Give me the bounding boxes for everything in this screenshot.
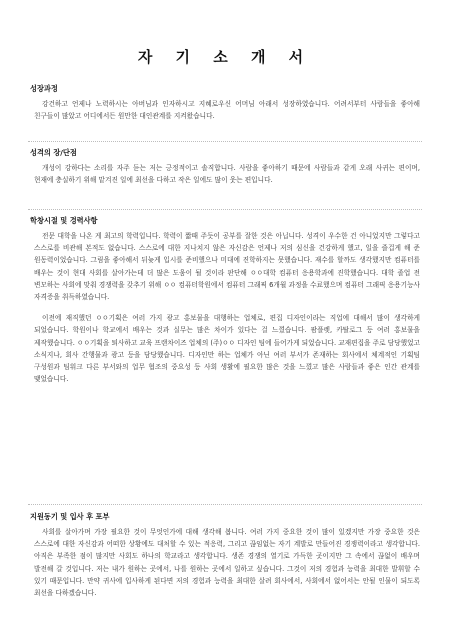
section-heading: 성격의 장/단점 [30,148,77,157]
section-heading: 학창시절 및 경력사항 [30,216,98,225]
section-education-career [28,216,422,385]
section-heading: 성장과정 [30,84,58,93]
section-paragraph: 전문 대학을 나온 게 최고의 학력입니다. 학력이 짧때 주듯이 공부를 잘한 것은 아닙니다. 성격이 우수한 건 아니었지만 그렇다고 스스로를 비관해 본적도 없습니다. 스스로에 대한 지나치지 않은 자신감은 언제나 저의 심신을 건강하게 했고, 일을 즐겁게 해 준 원동력이었습니다. 그림을 좋아해서 뒤늦게 입시를 준비했으나 미대에 진학하지는 못했습니다. 재수를 할까도 생각했지만 컴퓨터를 배우는 것이 현대 사회를 살아가는데 더 많은 도움이 될 것이라 판단해 ㅇㅇ대학 컴퓨터 응용학과에 진학했습니다. 대학 졸업 전 변모하는 사회에 맞춰 경쟁력을 갖추기 위해 ㅇㅇ 컴퓨터학원에서 컴퓨터 그래픽 6개월 과정을 수료했으며 컴퓨터 그래픽 응용기능사 자격증을 취득하였습니다. [34,232,420,302]
section-heading: 지원동기 및 입사 후 포부 [30,512,110,521]
section-divider [28,504,422,505]
section-growth [28,84,422,122]
section-paragraph: 강건하고 언제나 노력하시는 아버님과 인자하시고 지혜로우신 어머님 아래서 성장하였습니다. 어려서부터 사람들을 좋아해 친구들이 많았고 어디에서든 원만한 대인관계를 지켜왔습니다. [34,100,420,121]
section-paragraph: 사회를 살아가며 가장 필요한 것이 무엇인가에 대해 생각해 봅니다. 여러 가지 중요한 것이 많이 있겠지만 가장 중요한 것은 스스로에 대한 자신감과 어떠한 상황에도 대처할 수 있는 적응력, 그리고 끊임없는 자기 계발로 만들어진 경쟁력이라고 생각합니다. 아직은 부족한 점이 많지만 사회도 하나의 학교라고 생각합니다. 생존 경쟁의 열기로 가득한 곳이지만 그 속에서 끊없이 배우며 발전해 갈 것입니다. 저는 내가 원하는 곳에서, 나를 원하는 곳에서 일하고 싶습니다. 그것이 저의 경험과 능력을 최대한 발휘할 수 있기 때문입니다. 만약 귀사에 입사하게 된다면 저의 경험과 능력을 최대한 살려 회사에서, 사회에서 없어서는 안될 인물이 되도록 최선을 다하겠습니다. [34,528,420,598]
section-paragraph: 개성이 강하다는 소리를 자주 듣는 저는 긍정적이고 솔직합니다. 사람을 좋아하기 때문에 사람들과 같게 오래 사귀는 편이며, 현재에 충실하기 위해 맡겨진 일에 최선을 다하고 작은 일에도 많이 웃는 편입니다. [34,164,420,185]
section-divider [28,209,422,210]
section-paragraph: 이전에 재직했던 ㅇㅇ기획은 여러 가지 광고 홍보물을 대행하는 업체로, 편집 디자인이라는 직업에 대해서 많이 생각하게 되었습니다. 학원이나 학교에서 배우는 것과 실무는 많은 차이가 있다는 걸 느꼈습니다. 팜플렛, 카탈로그 등 여러 홍보물을 제작했습니다. ㅇㅇ기획을 퇴사하고 교육 프랜차이즈 업체의 (주)ㅇㅇ 디자인 팀에 들어가게 되었습니다. 교재편집을 주로 담당했었고 소식지나, 회사 간행물과 광고 등을 담당했습니다. 디자인만 하는 업체가 아닌 여러 부서가 존재하는 회사에서 체계적인 기획팀 구성원과 팀워크 다른 부서와의 업무 협조의 중요성 등 사회 생활에 필요한 많은 것을 느꼈고 많은 사람들과 좋은 인간 관계를 맺었습니다. [34,314,420,384]
section-motivation [28,512,422,599]
section-personality [28,148,422,186]
document-title: 자 기 소 개 서 [137,48,313,66]
section-divider [28,141,422,142]
